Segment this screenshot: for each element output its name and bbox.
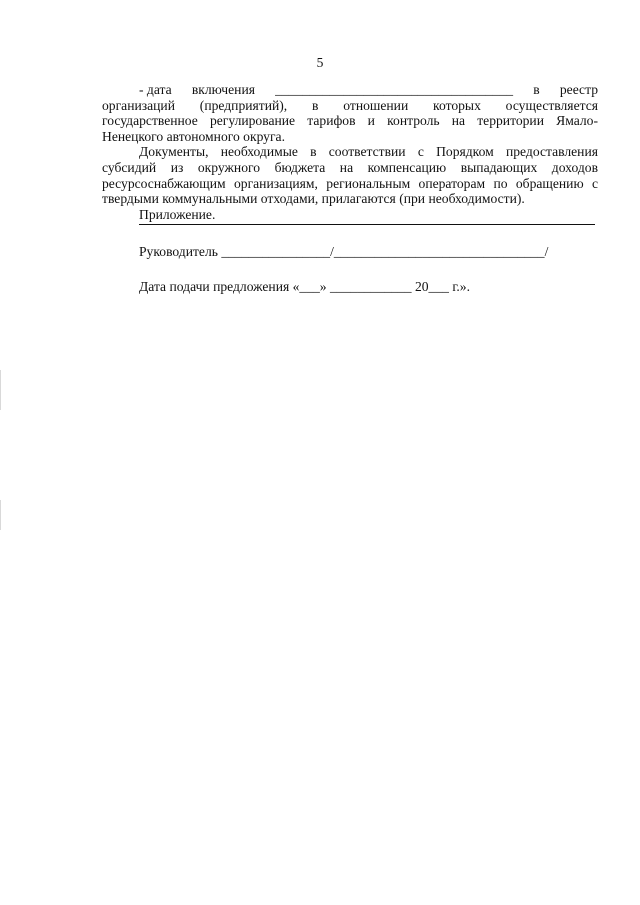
paragraph2-line-3: ресурсоснабжающим организациям, региональным операторам по обращению с — [102, 175, 598, 191]
scan-edge-mark — [0, 370, 1, 410]
inclusion-registry-word: реестр — [559, 82, 598, 97]
inclusion-word: включения — [191, 82, 255, 97]
inclusion-date-line — [102, 82, 598, 98]
paragraph1-line-2: государственное регулирование тарифов и контроль на территории Ямало- — [102, 113, 598, 129]
paragraph2-line-2: субсидий из окружного бюджета на компенсацию выпадающих доходов — [102, 159, 598, 175]
inclusion-date-blank: ___________________________________ — [275, 82, 514, 97]
paragraph1-line-3: Ненецкого автономного округа. — [102, 128, 285, 144]
paragraph2-line-1: Документы, необходимые в соответствии с Порядком предоставления — [139, 144, 598, 160]
attachment-label: Приложение. — [139, 206, 216, 222]
document-body — [102, 82, 598, 295]
manager-signature-line: Руководитель ________________/_______________________________/ — [139, 244, 549, 260]
spacer — [102, 260, 598, 279]
spacer — [102, 225, 598, 244]
paragraph1-line-1: организаций (предприятий), в отношении которых осуществляется — [102, 97, 598, 113]
inclusion-preposition: в — [533, 82, 540, 97]
scan-edge-mark — [0, 500, 1, 530]
inclusion-date-prefix: - дата — [139, 82, 172, 97]
submission-date-line: Дата подачи предложения «___» ____________ 20___ г.». — [139, 278, 470, 294]
paragraph2-line-4: твердыми коммунальными отходами, прилагаются (при необходимости). — [102, 191, 525, 207]
page-number: 5 — [316, 55, 324, 70]
